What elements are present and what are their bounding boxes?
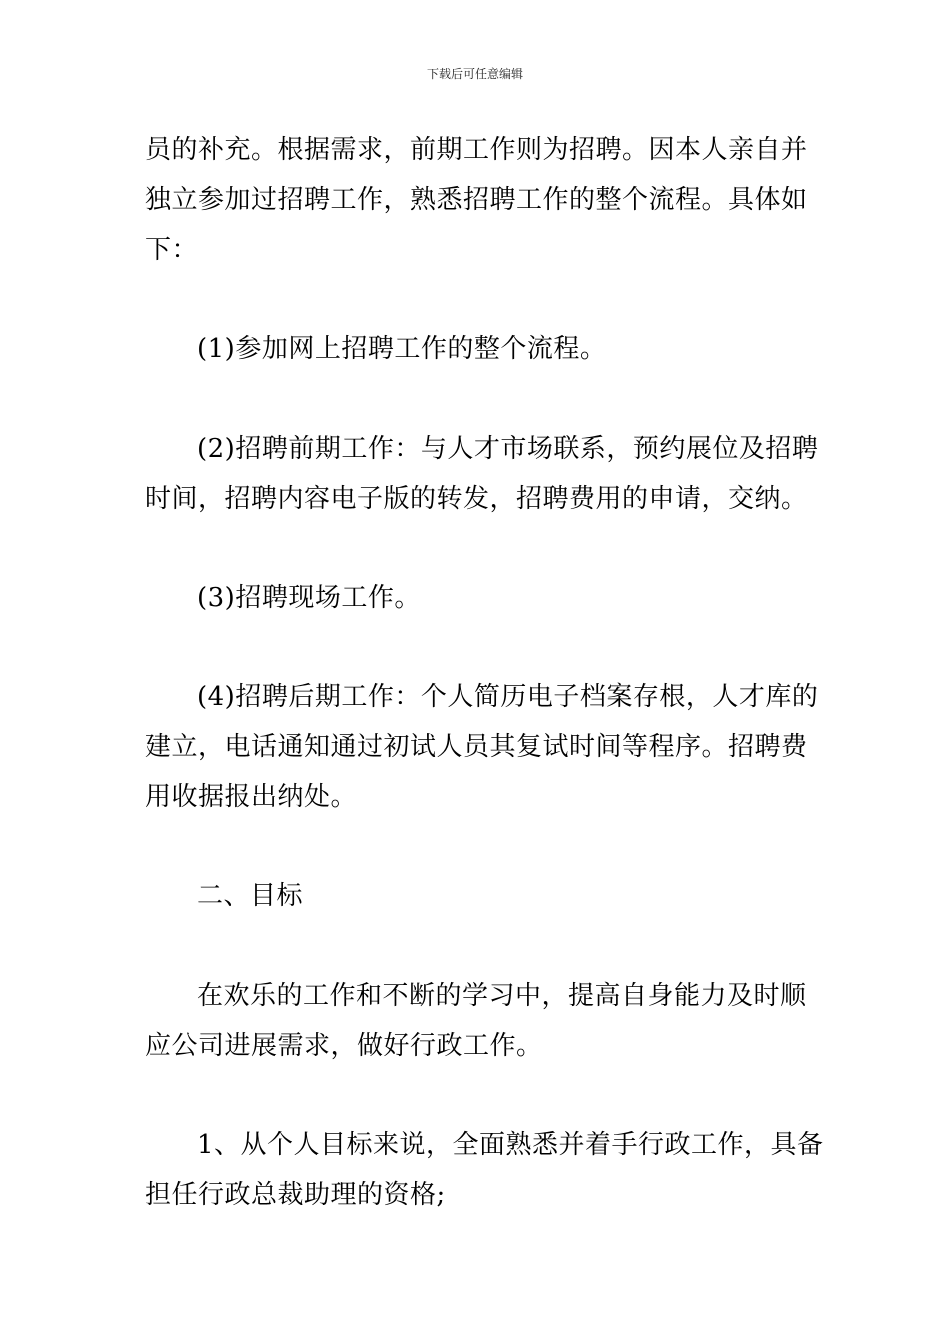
- paragraph-line: 1、从个人目标来说，全面熟悉并着手行政工作，具备: [197, 1130, 824, 1160]
- paragraph-line: 用收据报出纳处。: [145, 782, 358, 812]
- paragraph-line: 建立，电话通知通过初试人员其复试时间等程序。招聘费: [145, 732, 808, 762]
- paragraph-line: 担任行政总裁助理的资格;: [145, 1180, 446, 1210]
- paragraph-line: (2)招聘前期工作：与人才市场联系，预约展位及招聘: [197, 434, 819, 464]
- section-heading: 二、目标: [197, 881, 304, 911]
- paragraph-line: 独立参加过招聘工作，熟悉招聘工作的整个流程。具体如: [145, 185, 808, 215]
- paragraph-line: (3)招聘现场工作。: [197, 583, 421, 613]
- paragraph-line: 下：: [145, 235, 199, 265]
- paragraph-line: 时间，招聘内容电子版的转发，招聘费用的申请，交纳。: [145, 484, 808, 514]
- paragraph-line: 员的补充。根据需求，前期工作则为招聘。因本人亲自并: [145, 135, 808, 165]
- page-header-note: 下载后可任意编辑: [426, 67, 523, 81]
- paragraph-line: 应公司进展需求，做好行政工作。: [145, 1031, 543, 1061]
- paragraph-line: (1)参加网上招聘工作的整个流程。: [197, 334, 607, 364]
- paragraph-line: (4)招聘后期工作：个人简历电子档案存根，人才库的: [197, 682, 819, 712]
- paragraph-line: 在欢乐的工作和不断的学习中，提高自身能力及时顺: [197, 981, 807, 1011]
